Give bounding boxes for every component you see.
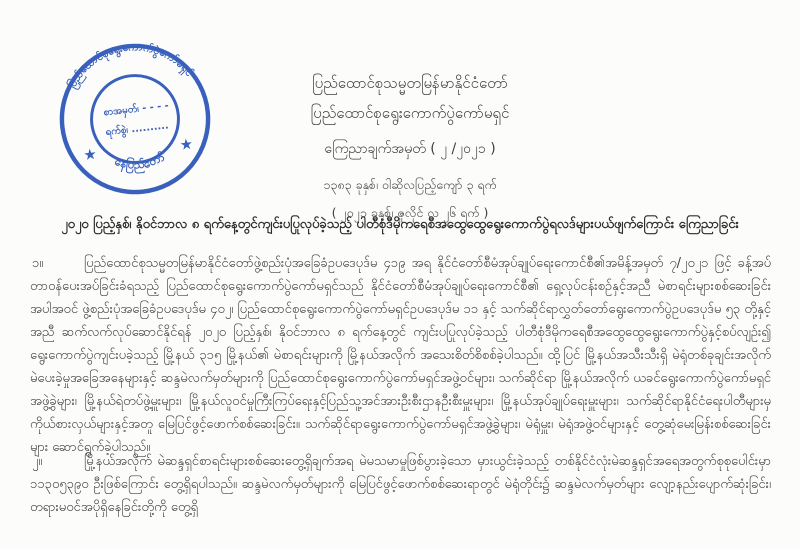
- document-title: ၂၀၂၀ ပြည့်နှစ်၊ နိုဝင်ဘာလ ၈ ရက်နေ့တွင်ကျင်းပပြုလုပ်ခဲ့သည့် ပါတီစုံဒီမိုကရေစီအထွေထွေရွေးကောက်ပွဲရလဒ်များပယ်ဖျက်ကြောင်း ကြေညာခြင်း: [61, 217, 739, 232]
- myanmar-era-date: ၁၃၈၃ ခုနှစ်၊ ဝါဆိုလပြည့်ကျော် ၃ ရက်: [323, 177, 497, 192]
- seal-arc-bottom-text: နေပြည်တော်: [113, 149, 167, 172]
- paragraph-text: မြို့နယ်အလိုက် မဲဆန္ဒရှင်စာရင်းများစစ်ဆေးတွေ့ရှိချက်အရ မဲမသမာမှုဖြစ်ပွားခဲ့သော မှားယွင်းခဲ့သည့် တစ်နိုင်ငံလုံးမဲဆန္ဒရှင်အရေအတွက်စုစုပေါင်းမှာ ၁၁၃၀၅၃၉၀ ဦးဖြစ်ကြောင်း တွေ့ရှိရပါသည်။ ဆန္ဒမဲလက်မှတ်များကို မြေပြင်ဖွင့်ဖောက်စစ်ဆေးရာတွင် မဲရုံတိုင်း၌ ဆန္ဒမဲလက်မှတ်များ လျော့နည်းပျောက်ဆုံးခြင်း၊ တရားမဝင်အပိုရှိနေခြင်းတို့ကို တွေ့ရှိ: [30, 454, 771, 515]
- state-title: ပြည်ထောင်စုသမ္မတမြန်မာနိုင်ငံတော်: [312, 74, 508, 92]
- paragraph-number: ၂။: [32, 454, 43, 469]
- seal-arc-top-text: ပြည်ထောင်စုရွေးကောက်ပွဲကော်မရှင်: [66, 41, 196, 91]
- seal-letter-number-line: စာအမှတ်၊ - - - -: [102, 100, 170, 119]
- letterhead: [150, 74, 670, 224]
- paragraph-1: [30, 252, 771, 459]
- paragraph-2: [30, 450, 771, 519]
- star-icon: ★: [178, 135, 194, 154]
- announcement-number: ကြေညာချက်အမှတ် ( ၂ /၂၀၂၁ ): [324, 141, 496, 157]
- commission-title: ပြည်ထောင်စုရွေးကောက်ပွဲကော်မရှင်: [310, 104, 510, 122]
- gregorian-date: ( ၂၀၂၁ ခုနှစ်၊ ဇူလိုင် လ ၂၆ ရက် ): [331, 205, 489, 220]
- seal-date-line: ရက်စွဲ၊ ..........: [105, 120, 170, 138]
- star-icon: ★: [82, 145, 98, 165]
- paragraph-text: ပြည်ထောင်စုသမ္မတမြန်မာနိုင်ငံတော်ဖွဲ့စည်းပုံအခြေခံဥပဒေပုဒ်မ ၄၁၉ အရ နိုင်ငံတော်စီမံအုပ်ချုပ်ရေးကောင်စီ၏အမိန့်အမှတ် ၇/၂၀၂၁ ဖြင့် ခန့်အပ်တာဝန်ပေးအပ်ခြင်းခံရသည့် ပြည်ထောင်စုရွေးကောက်ပွဲကော်မရှင်သည် နိုင်ငံတော်စီမံအုပ်ချုပ်ရေးကောင်စီ၏ ရှေ့လုပ်ငန်းစဉ်နှင့်အညီ မဲစာရင်းများစစ်ဆေးခြင်းအပါအဝင် ဖွဲ့စည်းပုံအခြေခံဥပဒေပုဒ်မ ၄၀၂၊ ပြည်ထောင်စုရွေးကောက်ပွဲကော်မရှင်ဥပဒေပုဒ်မ ၁၁ နှင့် သက်ဆိုင်ရာလွှတ်တော်ရွေးကောက်ပွဲဥပဒေပုဒ်မ ၅၃ တို့နှင့်အညီ ဆက်လက်လုပ်ဆောင်နိုင်ရန် ၂၀၂၀ ပြည့်နှစ်၊ နိုဝင်ဘာလ ၈ ရက်နေ့တွင် ကျင်းပပြုလုပ်ခဲ့သည့် ပါတီစုံဒီမိုကရေစီအထွေထွေရွေးကောက်ပွဲနှင့်စပ်လျဉ်း၍ ရွေးကောက်ပွဲကျင်းပခဲ့သည့် မြို့နယ် ၃၁၅ မြို့နယ်၏ မဲစာရင်းများကို မြို့နယ်အလိုက် အသေးစိတ်စိစစ်ခဲ့ပါသည်။ ထို့ပြင် မြို့နယ်အသီးသီးရှိ မဲရုံတစ်ခုချင်းအလိုက် မဲပေးခဲ့မှုအခြေအနေများနှင့် ဆန္ဒမဲလက်မှတ်များကို ပြည်ထောင်စုရွေးကောက်ပွဲကော်မရှင်အဖွဲ့ဝင်များ၊ သက်ဆိုင်ရာ မြို့နယ်အလိုက် ယခင်ရွေးကောက်ပွဲကော်မရှင်အဖွဲ့ခွဲများ၊ မြို့နယ်ရဲတပ်ဖွဲ့မှူးများ၊ မြို့နယ်လူဝင်မှုကြီးကြပ်ရေးနှင့်ပြည်သူ့အင်အားဦးစီးဌာနဦးစီးမှူးများ၊ မြို့နယ်အုပ်ချုပ်ရေးမှူးများ၊ သက်ဆိုင်ရာနိုင်ငံရေးပါတီများမှကိုယ်စားလှယ်များနှင့်အတူ မြေပြင်ဖွင့်ဖောက်စစ်ဆေးခြင်း။ သက်ဆိုင်ရာရွေးကောက်ပွဲကော်မရှင်အဖွဲ့ခွဲများ၊ မဲရုံမှူး၊ မဲရုံအဖွဲ့ဝင်များနှင့် တွေ့ဆုံမေးမြန်းစစ်ဆေးခြင်းများ ဆောင်ရွက်ခဲ့ပါသည်။: [30, 256, 771, 455]
- paragraph-number: ၁။: [32, 256, 44, 271]
